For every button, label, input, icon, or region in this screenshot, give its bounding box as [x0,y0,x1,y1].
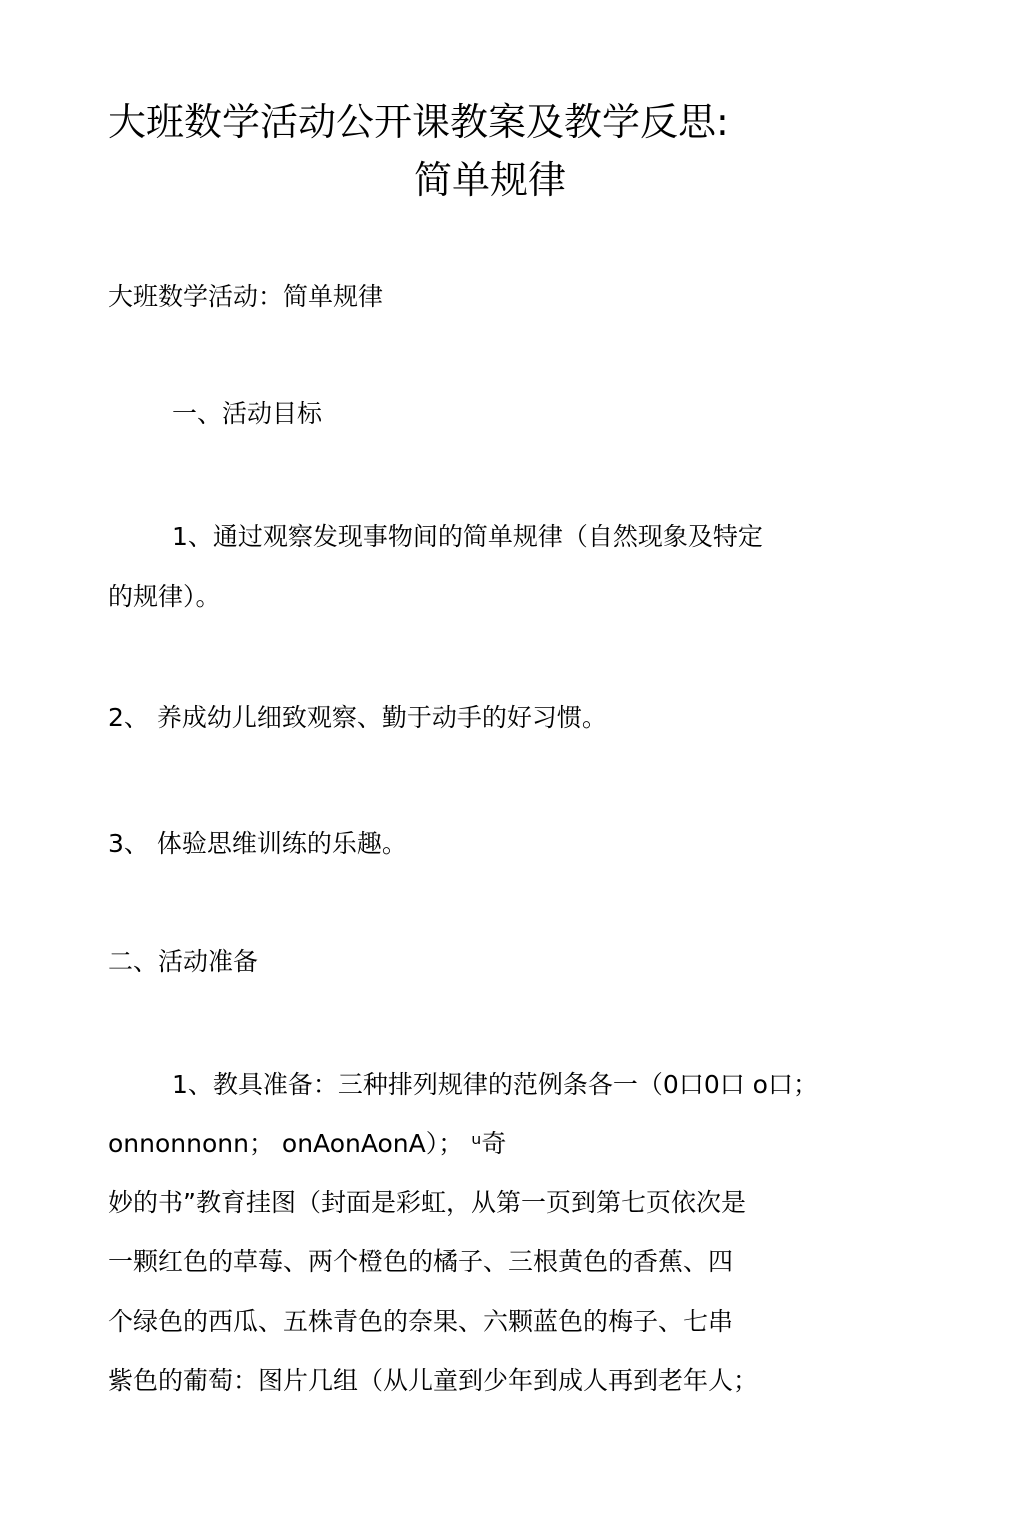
goal-2: 2、 养成幼儿细致观察、勤于动手的好习惯。 [108,703,607,732]
goal-1-line-2: 的规律）。 [108,582,221,611]
prep-1-line-4: 一颗红色的草莓、两个橙色的橘子、三根黄色的香蕉、四 [108,1247,734,1276]
section-heading-goals: 一、活动目标 [172,399,323,428]
prep-1-line-2: onnonnonn； onAonAonA）； ᵘ奇 [108,1129,507,1158]
subtitle: 大班数学活动：简单规律 [108,282,384,311]
goal-3: 3、 体验思维训练的乐趣。 [108,829,407,858]
document-title-line-2: 简单规律 [414,158,567,202]
goal-1-line-1: 1、通过观察发现事物间的简单规律（自然现象及特定 [172,522,763,551]
prep-1-line-5: 个绿色的西瓜、五株青色的奈果、六颗蓝色的梅子、七串 [108,1307,734,1336]
document-title-line-1: 大班数学活动公开课教案及教学反思: [108,100,729,144]
section-heading-preparation: 二、活动准备 [108,947,259,976]
prep-1-line-1: 1、教具准备：三种排列规律的范例条各一（0口0口 o口； [172,1070,818,1099]
prep-1-line-6: 紫色的葡萄：图片几组（从儿童到少年到成人再到老年人； [108,1366,759,1395]
prep-1-line-3: 妙的书”教育挂图（封面是彩虹，从第一页到第七页依次是 [108,1188,746,1217]
